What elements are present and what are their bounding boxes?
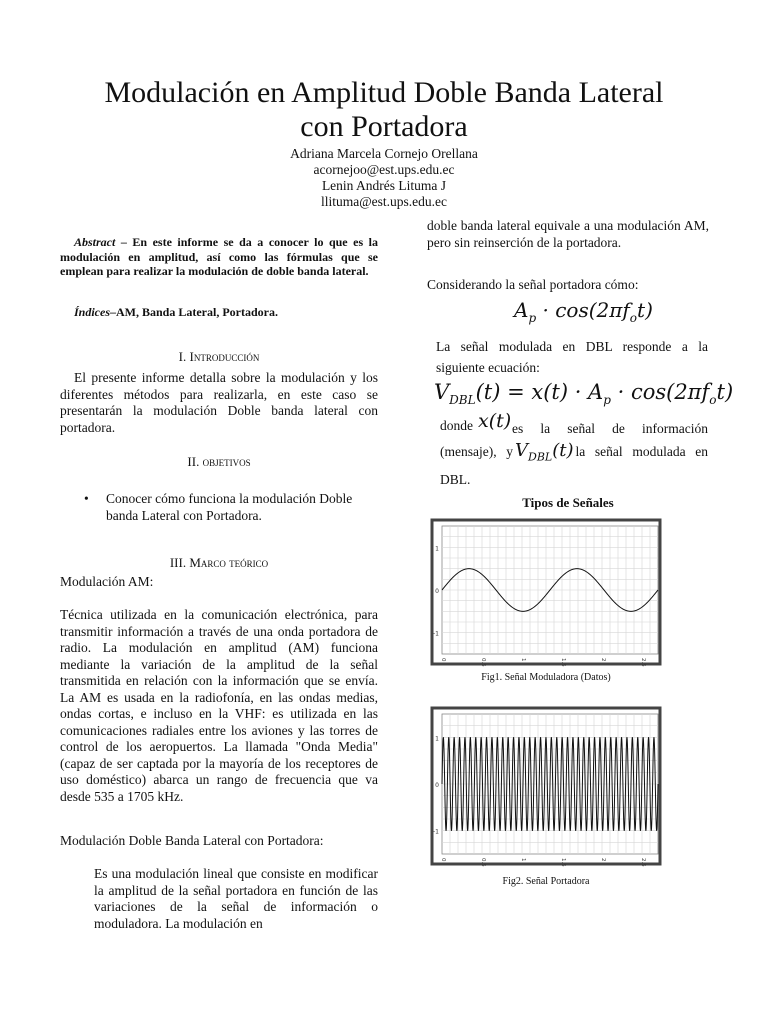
x-tick-label: 1.5 (560, 858, 566, 867)
section-title: Introducción (189, 349, 260, 364)
x-tick-label: 2 (600, 658, 606, 662)
abstract-text: En este informe se da a conocer lo que es la modulación en amplitud, así como las fórmulas que se emplean para realizar la modulación de doble banda lateral. (60, 235, 379, 278)
dbl-equation (434, 380, 733, 407)
la-senal-text: la señal modulada en DBL. (440, 444, 708, 487)
x-tick-label: 2.5 (640, 658, 646, 667)
title-line-1: Modulación en Amplitud Doble Banda Lateral (104, 76, 664, 109)
eq2-V: V (434, 380, 450, 404)
y-tick-label: 0 (435, 588, 439, 595)
index-terms-text: –AM, Banda Lateral, Portadora. (110, 305, 278, 319)
x-tick-label: 1 (520, 658, 526, 662)
eq1-base: A (514, 298, 529, 322)
bullet-icon: • (84, 491, 89, 506)
fig2-chart (428, 706, 664, 868)
y-tick-label: 0 (435, 782, 439, 789)
carrier-intro: Considerando la señal portadora cómo: (427, 277, 639, 292)
am-heading: Modulación AM: (60, 574, 154, 589)
x-tick-label: 1.5 (560, 658, 566, 667)
eq2-cos: · cos(2πf (610, 380, 710, 404)
y-tick-label: 1 (435, 735, 439, 743)
eq2-rest: (t) = x(t) · A (475, 380, 604, 404)
section-title: Marco teórico (189, 555, 269, 570)
title-line-2: con Portadora (300, 110, 468, 143)
section-number: III. (169, 555, 187, 570)
author-email-1: acornejoo@est.ups.edu.ec (313, 162, 455, 177)
figures-title: Tipos de Señales (522, 495, 614, 510)
author-email-2: llituma@est.ups.edu.ec (320, 194, 448, 209)
dbl-continuation: doble banda lateral equivale a una modulación AM, pero sin reinserción de la portadora. (427, 218, 709, 250)
x-tick-label: 1 (520, 858, 526, 862)
eq2-sub: DBL (449, 393, 476, 408)
section-number: II. (187, 454, 200, 469)
x-tick-label: 0.5 (480, 858, 486, 867)
index-terms-label: Índices (74, 305, 110, 319)
eq1-end: t) (637, 298, 653, 322)
y-tick-label: 1 (435, 545, 439, 553)
abstract-dash: – (115, 235, 133, 249)
paper-title (60, 76, 708, 144)
index-terms (60, 305, 378, 320)
section-title: objetivos (202, 454, 251, 469)
section-heading-introduccion (60, 349, 378, 365)
x-tick-label: 2 (600, 858, 606, 862)
x-tick-label: 0.5 (480, 658, 486, 667)
x-tick-label: 0 (440, 658, 446, 662)
eq1-mid: · cos(2πf (536, 298, 630, 322)
dbl-intro: La señal modulada en DBL responde a la siguiente ecuación: (436, 339, 708, 375)
eq1-sub: p (528, 311, 537, 325)
author-name-1: Adriana Marcela Cornejo Orellana (290, 146, 478, 161)
abstract-label: Abstract (74, 235, 116, 249)
abstract (60, 235, 378, 279)
vdbl-sub: DBL (528, 450, 553, 464)
author-name-2: Lenin Andrés Lituma J (321, 178, 447, 193)
y-tick-label: -1 (433, 630, 439, 638)
fig1-caption: Fig1. Señal Moduladora (Datos) (481, 672, 611, 683)
donde-text (440, 418, 708, 491)
fig1-chart (428, 518, 664, 668)
dbl-heading: Modulación Doble Banda Lateral con Portadora: (60, 833, 324, 848)
fig2-caption: Fig2. Señal Portadora (502, 876, 590, 887)
es-la-text: es la señal de información (mensaje), y (440, 421, 708, 459)
xt-symbol: x(t) (478, 410, 512, 432)
dbl-paragraph: Es una modulación lineal que consiste en modificar la amplitud de la señal portadora en función de las variaciones de la señal de información o moduladora. La modulación en (94, 866, 378, 931)
x-tick-label: 0 (440, 858, 446, 862)
eq2-sub2: p (603, 393, 611, 408)
x-tick-label: 2.5 (640, 858, 646, 867)
eq2-end: t) (716, 380, 734, 404)
intro-paragraph: El presente informe detalla sobre la modulación y los diferentes métodos para realizarla, en este caso se presentarán la modulación Doble banda lateral con portadora. (60, 370, 378, 435)
donde-word: donde (440, 418, 473, 433)
vdbl-V: V (515, 440, 529, 461)
eq1-sub2: o (629, 311, 638, 325)
carrier-equation (514, 298, 653, 325)
vdbl-t: (t) (552, 440, 574, 461)
vdbl-symbol (515, 440, 574, 464)
section-heading-objetivos (60, 454, 378, 470)
am-paragraph: Técnica utilizada en la comunicación electrónica, para transmitir información a través de una onda portadora de radio. La modulación en amplitud (AM) funciona mediante la variación de la amplitud de la señal transmitida en relación con la información que se envía. La AM es usada en la radiofonía, en las ondas medias, ondas cortas, e incluso en la VHF: es utilizada en las comunicaciones radiales entre los aviones y las torres de control de los aeropuertos. La llamada "Onda Media" (capaz de ser captada por la mayoría de los receptores de uso doméstico) abarca un rango de frecuencia que va desde 535 a 1705 kHz. (60, 607, 378, 804)
objective-item: Conocer cómo funciona la modulación Doble banda Lateral con Portadora. (106, 491, 353, 523)
section-heading-marco-teorico (60, 555, 378, 571)
y-tick-label: -1 (433, 828, 439, 836)
section-number: I. (178, 349, 187, 364)
eq2-sub3: o (709, 393, 717, 408)
